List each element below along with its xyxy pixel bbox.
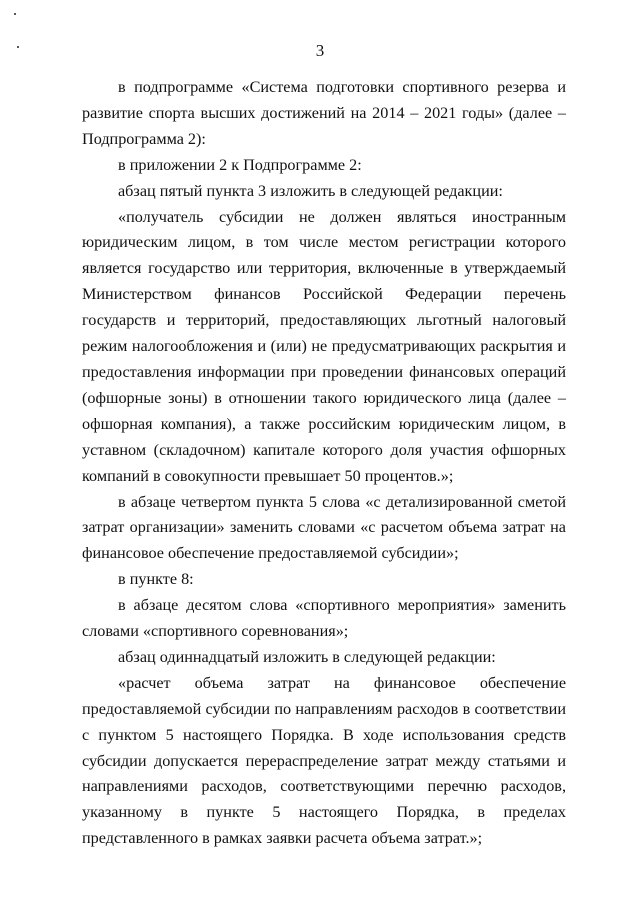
paragraph-point-5: в абзаце четвертом пункта 5 слова «с детализированной сметой затрат организации» заменить словами «с расчетом объема затрат на финансовое обеспечение предоставляемой субсидии»; [82,492,566,563]
page-number: 3 [315,41,325,60]
paragraph-point-3: абзац пятый пункта 3 изложить в следующей редакции: [118,181,503,200]
paragraph-tenth-subparagraph: в абзаце десятом слова «спортивного мероприятия» заменить словами «спортивного соревнования»; [82,596,566,641]
paragraph-appendix-2: в приложении 2 к Подпрограмме 2: [118,155,362,174]
paragraph-subprogram-2: в подпрограмме «Система подготовки спортивного резерва и развитие спорта высших достижений на 2014 – 2021 годы» (далее – Подпрограмма 2): [82,78,566,148]
paragraph-cost-calculation: «расчет объема затрат на финансовое обеспечение предоставляемой субсидии по направлениям расходов в соответствии с пунктом 5 настоящего Порядка. В ходе использования средств субсидии допускается перераспределение затрат между статьями и направлениями расходов, соответствующими перечню расходов, указанному в пункте 5 настоящего Порядка, в пределах представленного в рамках заявки расчета объема затрат.»; [82,673,566,848]
paragraph-point-8: в пункте 8: [118,570,194,589]
scan-speck [14,13,16,15]
paragraph-recipient-condition: «получатель субсидии не должен являться иностранным юридическим лицом, в том числе местом регистрации которого является государство или территория, включенные в утверждаемый Министерством финансов Российской Федерации перечень государств и территорий, предоставляющих льготный налоговый режим налогообложения и (или) не предусматривающих раскрытия и предоставления информации при проведении финансовых операций (офшорные зоны) в отношении такого юридического лица (далее – офшорная компания), а также российским юридическим лицом, в уставном (складочном) капитале которого доля участия офшорных компаний в совокупности превышает 50 процентов.»; [82,207,566,485]
paragraph-eleventh-subparagraph: абзац одиннадцатый изложить в следующей редакции: [118,647,496,666]
document-body [82,75,566,852]
